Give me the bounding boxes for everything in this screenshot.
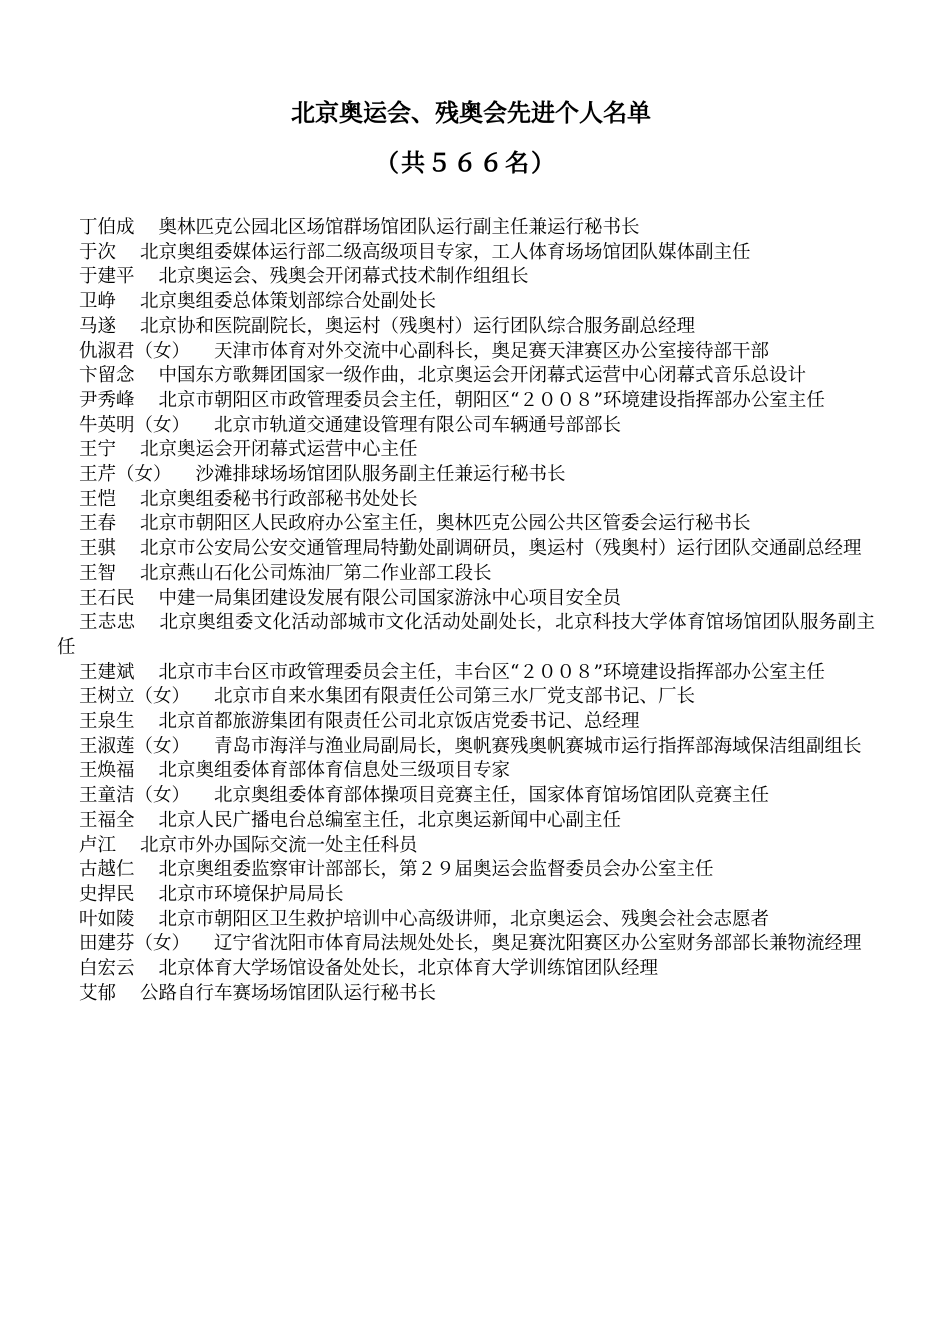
person-name: 仇淑君（女）	[79, 340, 191, 362]
person-title: 北京市朝阳区市政管理委员会主任，朝阳区“２００８”环境建设指挥部办公室主任	[158, 389, 825, 411]
list-item	[57, 710, 875, 735]
person-title: 北京体育大学场馆设备处处长，北京体育大学训练馆团队经理	[158, 958, 659, 980]
list-item	[57, 364, 875, 389]
person-name: 马遂	[79, 315, 117, 337]
list-item	[57, 265, 875, 290]
person-name: 王恺	[79, 488, 117, 510]
person-name: 王宁	[79, 439, 117, 461]
list-item	[57, 315, 875, 340]
list-item	[57, 661, 875, 686]
person-title: 北京市外办国际交流一处主任科员	[140, 834, 418, 856]
person-title: 北京市朝阳区卫生救护培训中心高级讲师，北京奥运会、残奥会社会志愿者	[158, 908, 770, 930]
list-item	[57, 784, 875, 809]
person-name: 于次	[79, 241, 117, 263]
person-title: 北京市公安局公安交通管理局特勤处副调研员，奥运村（残奥村）运行团队交通副总经理	[140, 538, 862, 560]
list-item	[57, 932, 875, 957]
list-item	[57, 340, 875, 365]
person-name: 王春	[79, 513, 117, 535]
name-list	[57, 216, 875, 1007]
person-title: 北京奥组委媒体运行部二级高级项目专家，工人体育场场馆团队媒体副主任	[140, 241, 751, 263]
person-name: 王福全	[79, 809, 135, 831]
person-title: 北京市环境保护局局长	[158, 883, 344, 905]
list-item	[57, 537, 875, 562]
person-name: 于建平	[79, 266, 135, 288]
person-title: 北京奥组委秘书行政部秘书处处长	[140, 488, 418, 510]
person-name: 王童洁（女）	[79, 785, 191, 807]
page-subtitle: （共５６６名）	[375, 149, 557, 177]
list-item	[57, 735, 875, 760]
person-name: 艾郁	[79, 982, 117, 1004]
person-title: 北京首都旅游集团有限责任公司北京饭店党委书记、总经理	[158, 711, 640, 733]
document-page	[57, 94, 875, 1007]
list-item	[57, 463, 875, 488]
list-item	[57, 562, 875, 587]
person-name: 王树立（女）	[79, 686, 191, 708]
list-item	[57, 858, 875, 883]
person-title: 公路自行车赛场场馆团队运行秘书长	[140, 982, 437, 1004]
list-item	[57, 512, 875, 537]
person-title: 北京人民广播电台总编室主任，北京奥运新闻中心副主任	[158, 809, 622, 831]
list-item	[57, 957, 875, 982]
person-name: 史捍民	[79, 883, 135, 905]
person-title: 北京市朝阳区人民政府办公室主任，奥林匹克公园公共区管委会运行秘书长	[140, 513, 751, 535]
person-name: 卢江	[79, 834, 117, 856]
person-title: 中建一局集团建设发展有限公司国家游泳中心项目安全员	[158, 587, 622, 609]
person-name: 王芹（女）	[79, 464, 172, 486]
person-name: 卞留念	[79, 365, 135, 387]
list-item	[57, 611, 875, 660]
list-item	[57, 488, 875, 513]
person-name: 王智	[79, 562, 117, 584]
person-title: 北京奥运会开闭幕式运营中心主任	[140, 439, 418, 461]
list-item	[57, 438, 875, 463]
person-name: 王骐	[79, 538, 117, 560]
page-title: 北京奥运会、残奥会先进个人名单	[291, 99, 651, 127]
list-item	[57, 216, 875, 241]
person-title: 北京奥组委监察审计部部长，第２９届奥运会监督委员会办公室主任	[158, 859, 714, 881]
list-item	[57, 908, 875, 933]
person-name: 尹秀峰	[79, 389, 135, 411]
person-title: 北京市丰台区市政管理委员会主任，丰台区“２００８”环境建设指挥部办公室主任	[158, 661, 825, 683]
person-title: 北京奥运会、残奥会开闭幕式技术制作组组长	[158, 266, 529, 288]
person-title: 北京奥组委总体策划部综合处副处长	[140, 291, 437, 313]
person-title: 沙滩排球场场馆团队服务副主任兼运行秘书长	[195, 464, 566, 486]
person-name: 叶如陵	[79, 908, 135, 930]
list-item	[57, 685, 875, 710]
list-item	[57, 834, 875, 859]
person-name: 王石民	[79, 587, 135, 609]
person-title: 青岛市海洋与渔业局副局长，奥帆赛残奥帆赛城市运行指挥部海域保洁组副组长	[214, 735, 862, 757]
person-name: 白宏云	[79, 958, 135, 980]
person-title: 北京燕山石化公司炼油厂第二作业部工段长	[140, 562, 492, 584]
person-name: 丁伯成	[79, 217, 135, 238]
person-title: 奥林匹克公园北区场馆群场馆团队运行副主任兼运行秘书长	[158, 217, 640, 238]
person-name: 王淑莲（女）	[79, 735, 191, 757]
list-item	[57, 241, 875, 266]
list-item	[57, 982, 875, 1007]
person-title: 北京市轨道交通建设管理有限公司车辆通号部部长	[214, 414, 622, 436]
person-title: 北京奥组委文化活动部城市文化活动处副处长，北京科技大学体育馆场馆团队服务副主任	[57, 612, 875, 658]
person-title: 中国东方歌舞团国家一级作曲，北京奥运会开闭幕式运营中心闭幕式音乐总设计	[158, 365, 807, 387]
list-item	[57, 389, 875, 414]
list-item	[57, 759, 875, 784]
person-name: 牛英明（女）	[79, 414, 191, 436]
person-title: 北京协和医院副院长，奥运村（残奥村）运行团队综合服务副总经理	[140, 315, 696, 337]
list-item	[57, 883, 875, 908]
person-name: 古越仁	[79, 859, 135, 881]
person-title: 北京奥组委体育部体操项目竞赛主任，国家体育馆场馆团队竞赛主任	[214, 785, 770, 807]
person-name: 田建芬（女）	[79, 933, 191, 955]
person-title: 天津市体育对外交流中心副科长，奥足赛天津赛区办公室接待部干部	[214, 340, 770, 362]
person-title: 北京奥组委体育部体育信息处三级项目专家	[158, 760, 511, 782]
list-item	[57, 414, 875, 439]
person-name: 王焕福	[79, 760, 135, 782]
person-title: 辽宁省沈阳市体育局法规处处长，奥足赛沈阳赛区办公室财务部部长兼物流经理	[214, 933, 862, 955]
list-item	[57, 809, 875, 834]
person-title: 北京市自来水集团有限责任公司第三水厂党支部书记、厂长	[214, 686, 696, 708]
person-name: 王泉生	[79, 711, 135, 733]
list-item	[57, 290, 875, 315]
person-name: 王建斌	[79, 661, 135, 683]
person-name: 卫峥	[79, 291, 117, 313]
list-item	[57, 587, 875, 612]
person-name: 王志忠	[79, 612, 136, 634]
